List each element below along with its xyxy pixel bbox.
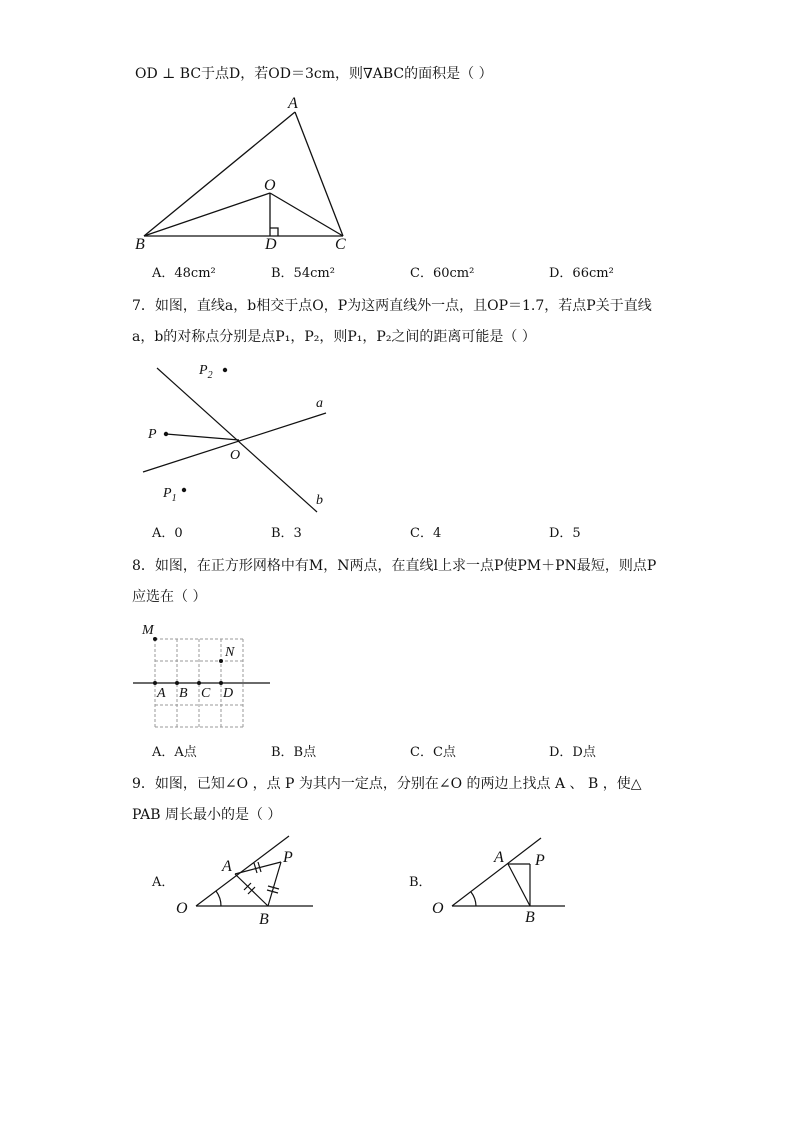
q6-option-b: B．54cm² — [271, 266, 335, 281]
q8-option-a: A．A点 — [152, 745, 197, 760]
q7-label-p: P — [148, 427, 157, 442]
q6-stem-tail: OD ⊥ BC于点D，若OD＝3cm，则∇ABC的面积是（ ） — [135, 66, 493, 82]
q9a-label-a: A — [222, 858, 232, 875]
q9b-angle-arc — [471, 892, 476, 906]
q7-label-a: a — [316, 396, 323, 411]
q6-label-o: O — [264, 177, 276, 194]
q8-label-d: D — [223, 686, 234, 701]
q8-label-b: B — [179, 686, 188, 701]
q9b-label-o: O — [432, 900, 444, 917]
q9-option-a-label: A． — [152, 875, 175, 890]
q6-option-d: D．66cm² — [549, 266, 614, 281]
q7-label-p2: P — [199, 363, 208, 378]
q8-label-m: M — [142, 623, 154, 638]
q9-option-b-label: B． — [409, 875, 432, 890]
q9a-label-p: P — [283, 849, 293, 866]
q7-label-p2-sub: 2 — [207, 370, 213, 381]
q8-option-d: D．D点 — [549, 745, 596, 760]
q6-option-a: A．48cm² — [152, 266, 216, 281]
q6-label-a: A — [288, 95, 298, 112]
q9a-label-o: O — [176, 900, 188, 917]
q8-option-c: C．C点 — [410, 745, 456, 760]
q8-stem-line1: 8．如图，在正方形网格中有M，N两点，在直线l上求一点P使PM＋PN最短，则点P — [132, 558, 657, 574]
q9-stem-line1: 9．如图，已知∠O ，点 P 为其内一定点，分别在∠O 的两边上找点 A 、 B ，使△ — [132, 776, 642, 792]
q7-option-b: B．3 — [271, 526, 302, 541]
q6-label-b: B — [135, 236, 145, 253]
q7-stem-line1: 7．如图，直线a，b相交于点O，P为这两直线外一点，且OP＝1.7，若点P关于直线 — [132, 298, 652, 314]
q8-label-n: N — [225, 645, 235, 660]
q8-option-b: B．B点 — [271, 745, 317, 760]
q8-stem-line2: 应选在（ ） — [132, 589, 207, 605]
q9a-label-b: B — [259, 911, 269, 928]
q7-stem-line2: a，b的对称点分别是点P₁，P₂，则P₁，P₂之间的距离可能是（ ） — [132, 329, 536, 345]
q9b-label-p: P — [535, 852, 545, 869]
q6-option-c: C．60cm² — [410, 266, 475, 281]
q7-option-d: D．5 — [549, 526, 581, 541]
q9b-label-b: B — [525, 909, 535, 926]
q6-label-d: D — [265, 236, 277, 253]
q7-label-p1-sub: 1 — [171, 493, 177, 504]
q7-option-a: A．0 — [152, 526, 183, 541]
q9b-label-a: A — [494, 849, 504, 866]
q9-stem-line2: PAB 周长最小的是（ ） — [132, 807, 282, 823]
q8-label-a: A — [157, 686, 166, 701]
q6-label-c: C — [335, 236, 346, 253]
q8-label-c: C — [201, 686, 211, 701]
q7-label-p1: P — [163, 486, 172, 501]
q7-option-c: C．4 — [410, 526, 442, 541]
q7-label-o: O — [230, 448, 241, 463]
q9b-segment-ab — [508, 864, 530, 906]
q7-label-b: b — [316, 493, 323, 508]
